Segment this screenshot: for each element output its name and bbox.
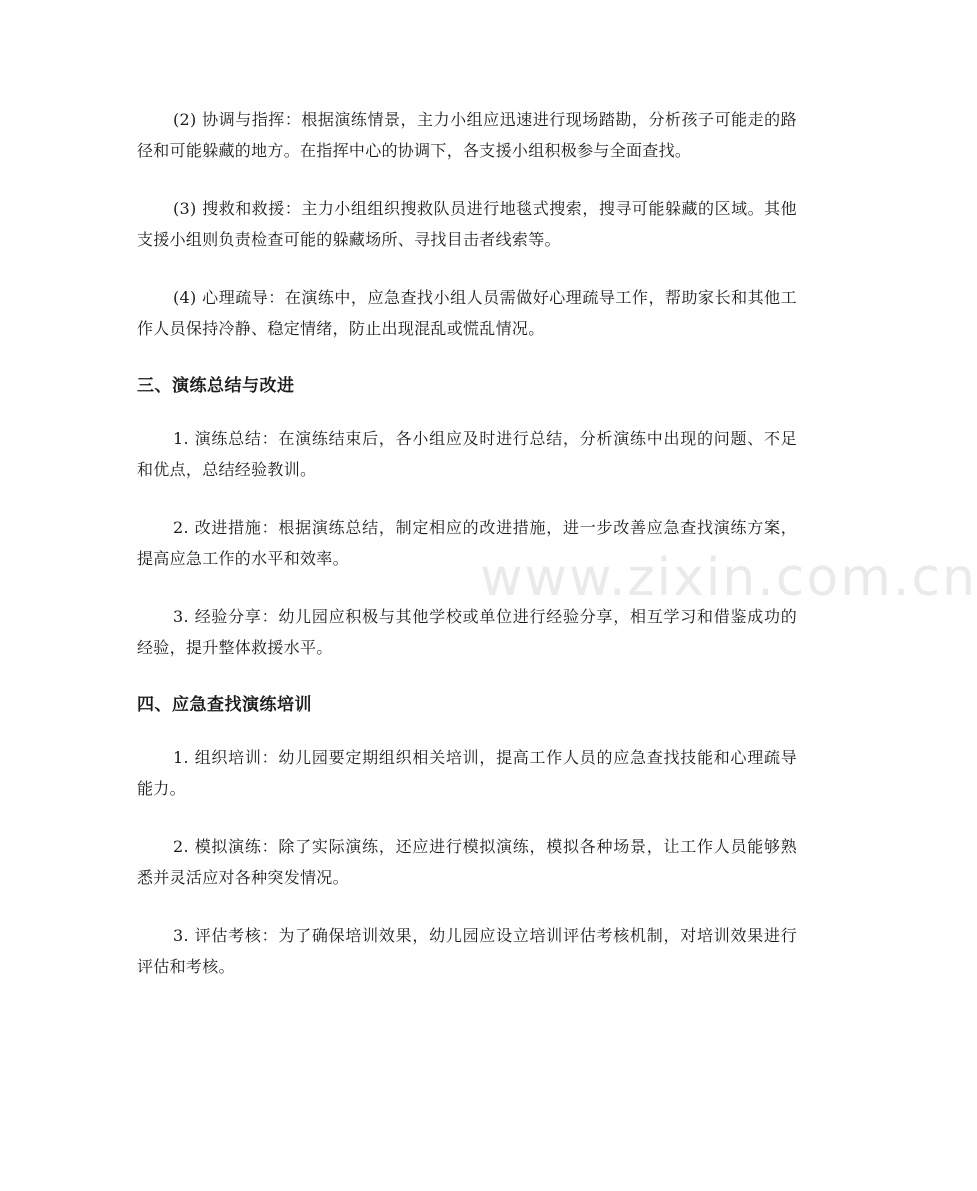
summary-item-2: 2. 改进措施：根据演练总结，制定相应的改进措施，进一步改善应急查找演练方案，提高应急工作的水平和效率。 (137, 518, 797, 568)
document-body (137, 104, 797, 1009)
training-item-1: 1. 组织培训：幼儿园要定期组织相关培训，提高工作人员的应急查找技能和心理疏导能力。 (137, 748, 797, 798)
paragraph-counseling: (4) 心理疏导：在演练中，应急查找小组人员需做好心理疏导工作，帮助家长和其他工作人员保持冷静、稳定情绪，防止出现混乱或慌乱情况。 (137, 288, 797, 338)
summary-item-1: 1. 演练总结：在演练结束后，各小组应及时进行总结，分析演练中出现的问题、不足和优点，总结经验教训。 (137, 429, 797, 479)
training-item-3: 3. 评估考核：为了确保培训效果，幼儿园应设立培训评估考核机制，对培训效果进行评估和考核。 (137, 926, 797, 976)
section-heading-training: 四、应急查找演练培训 (137, 695, 312, 715)
paragraph-coordination: (2) 协调与指挥：根据演练情景，主力小组应迅速进行现场踏勘，分析孩子可能走的路径和可能躲藏的地方。在指挥中心的协调下，各支援小组积极参与全面查找。 (137, 110, 797, 160)
training-item-2: 2. 模拟演练：除了实际演练，还应进行模拟演练，模拟各种场景，让工作人员能够熟悉并灵活应对各种突发情况。 (137, 837, 797, 887)
summary-item-3: 3. 经验分享：幼儿园应积极与其他学校或单位进行经验分享，相互学习和借鉴成功的经验，提升整体救援水平。 (137, 607, 797, 657)
section-heading-summary: 三、演练总结与改进 (137, 376, 295, 396)
watermark: www.zixin.com.cn (480, 548, 977, 608)
paragraph-search-rescue: (3) 搜救和救援：主力小组组织搜救队员进行地毯式搜索，搜寻可能躲藏的区域。其他支援小组则负责检查可能的躲藏场所、寻找目击者线索等。 (137, 199, 797, 249)
